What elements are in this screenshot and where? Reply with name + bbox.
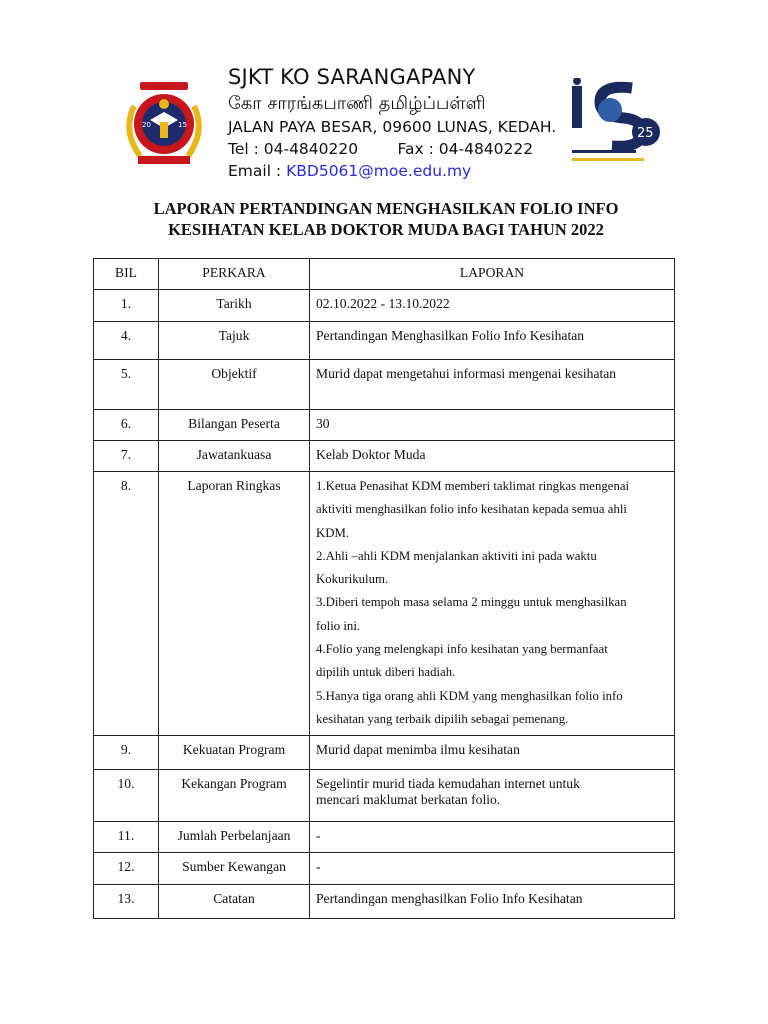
row-report: Murid dapat menimba ilmu kesihatan [310,736,675,770]
report-title-line2: KESIHATAN KELAB DOKTOR MUDA BAGI TAHUN 2022 [168,220,604,239]
report-line: mencari maklumat berkatan folio. [316,792,501,807]
row-number: 10. [94,770,159,822]
report-title-line1: LAPORAN PERTANDINGAN MENGHASILKAN FOLIO INFO [153,199,619,218]
table-row [94,322,675,360]
tel-number: Tel : 04-4840220 [228,140,359,158]
row-item: Bilangan Peserta [159,410,310,441]
row-number: 1. [94,290,159,322]
row-number: 7. [94,441,159,472]
table-row [94,822,675,853]
summary-line: 3.Diberi tempoh masa selama 2 minggu untuk menghasilkan [316,595,627,610]
school-address: JALAN PAYA BESAR, 09600 LUNAS, KEDAH. [228,118,557,136]
header-perkara: PERKARA [159,259,310,290]
summary-line: 5.Hanya tiga orang ahli KDM yang menghasilkan folio info [316,688,623,703]
report-line: Segelintir murid tiada kemudahan internet untuk [316,776,580,791]
row-number: 13. [94,885,159,919]
row-number: 4. [94,322,159,360]
row-item: Laporan Ringkas [159,472,310,736]
table-row [94,885,675,919]
fax-number: Fax : 04-4840222 [397,140,534,158]
report-table [93,258,675,919]
school-phone-fax [228,138,578,160]
row-item: Tajuk [159,322,310,360]
row-number: 11. [94,822,159,853]
row-item: Catatan [159,885,310,919]
summary-line: kesihatan yang terbaik dipilih sebagai pemenang. [316,711,569,726]
summary-line: KDM. [316,525,350,540]
school-name: SJKT KO SARANGAPANY [228,65,476,89]
row-number: 9. [94,736,159,770]
row-item: Objektif [159,360,310,410]
school-info [228,62,578,182]
row-item: Tarikh [159,290,310,322]
table-row [94,410,675,441]
summary-line: aktiviti menghasilkan folio info kesihatan kepada semua ahli [316,502,627,517]
letterhead [108,58,668,178]
row-report: - [310,853,675,885]
table-row [94,770,675,822]
table-row [94,290,675,322]
row-item: Jumlah Perbelanjaan [159,822,310,853]
summary-line: folio ini. [316,618,361,633]
email-label: Email : [228,162,287,180]
row-report [310,770,675,822]
row-report: - [310,822,675,853]
row-report: Murid dapat mengetahui informasi mengenai kesihatan [310,360,675,410]
row-item: Sumber Kewangan [159,853,310,885]
summary-line: 1.Ketua Penasihat KDM memberi taklimat ringkas mengenai [316,479,630,493]
summary-line: 4.Folio yang melengkapi info kesihatan yang bermanfaat [316,642,608,657]
crest-year-right: 15 [178,121,187,129]
summary-line: dipilih untuk diberi hadiah. [316,665,456,680]
table-row [94,853,675,885]
school-crest-logo [120,76,208,168]
report-title [96,198,676,240]
svg-text:25: 25 [637,126,654,141]
row-number: 6. [94,410,159,441]
header-bil: BIL [94,259,159,290]
row-item: Jawatankuasa [159,441,310,472]
row-report: Pertandingan menghasilkan Folio Info Kesihatan [310,885,675,919]
row-report-summary [310,472,675,736]
row-number: 8. [94,472,159,736]
anniversary-25-logo [570,78,666,166]
table-row [94,472,675,736]
table-row [94,736,675,770]
school-name-tamil: கோ சாரங்கபாணி தமிழ்ப்பள்ளி [228,93,486,114]
school-email-line [228,160,578,182]
row-report: 30 [310,410,675,441]
table-row [94,360,675,410]
crest-year-left: 20 [142,121,151,129]
row-report: 02.10.2022 - 13.10.2022 [310,290,675,322]
table-row [94,441,675,472]
row-item: Kekuatan Program [159,736,310,770]
summary-line: Kokurikulum. [316,572,389,587]
row-report: Kelab Doktor Muda [310,441,675,472]
email-address: KBD5061@moe.edu.my [286,162,472,180]
row-number: 5. [94,360,159,410]
summary-line: 2.Ahli –ahli KDM menjalankan aktiviti ini pada waktu [316,548,597,563]
row-number: 12. [94,853,159,885]
row-report: Pertandingan Menghasilkan Folio Info Kesihatan [310,322,675,360]
table-header-row [94,259,675,290]
header-laporan: LAPORAN [310,259,675,290]
row-item: Kekangan Program [159,770,310,822]
